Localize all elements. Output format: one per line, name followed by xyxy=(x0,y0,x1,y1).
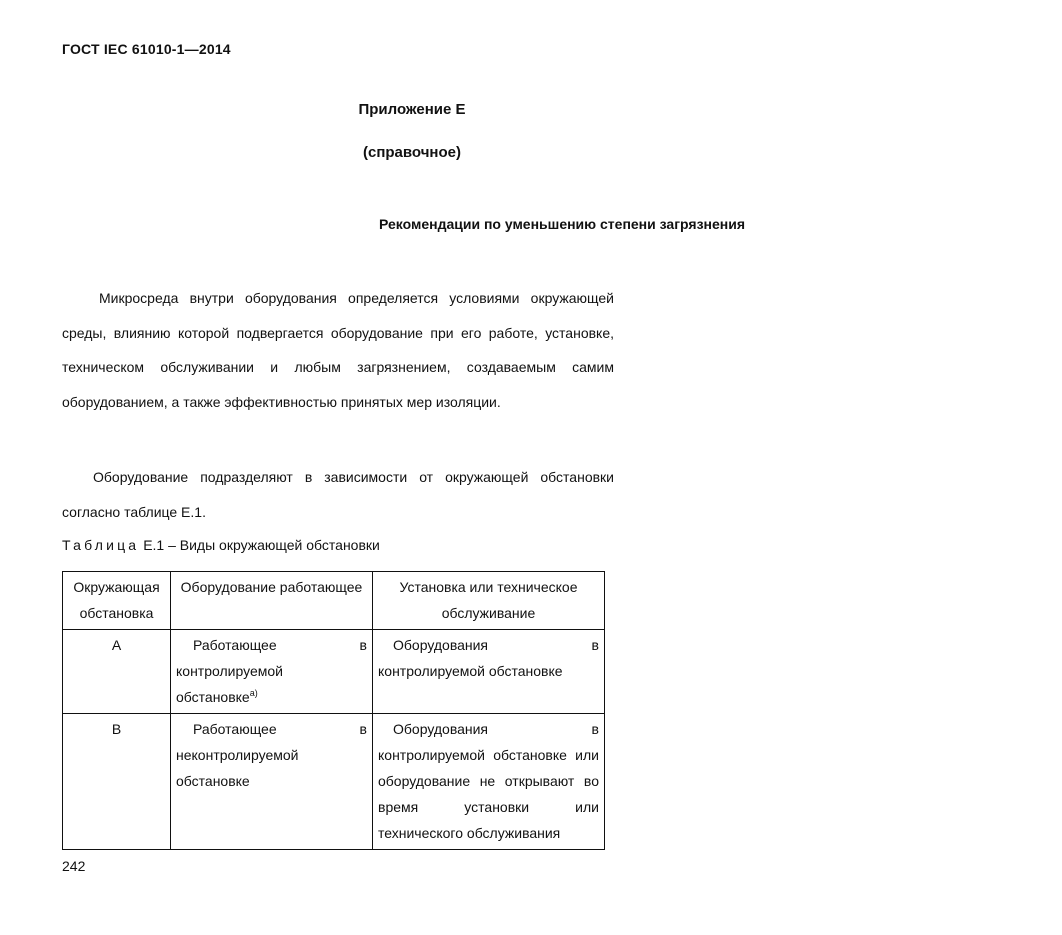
header-operating: Оборудование работающее xyxy=(171,572,373,630)
cell-installation: Оборудования в контролируемой обстановке или оборудование не открывают во время установки или технического обслуживания xyxy=(373,714,605,850)
table-row xyxy=(63,714,605,850)
cell-operating-text: Работающее в контролируемой обстановке xyxy=(176,637,367,705)
table-caption xyxy=(62,537,380,553)
table-header-row xyxy=(63,572,605,630)
table-caption-label: Таблица xyxy=(62,537,140,553)
footnote-marker: а) xyxy=(249,688,258,698)
header-environment: Окружающая обстановка xyxy=(63,572,171,630)
cell-installation: Оборудования в контролируемой обстановке xyxy=(373,630,605,714)
appendix-title: Приложение Е xyxy=(358,101,466,118)
cell-environment: В xyxy=(63,714,171,850)
page-number: 242 xyxy=(62,858,86,874)
header-installation: Установка или техническое обслуживание xyxy=(373,572,605,630)
table-row xyxy=(63,630,605,714)
appendix-subtitle: (справочное) xyxy=(363,144,461,161)
section-title: Рекомендации по уменьшению степени загрязнения xyxy=(379,216,745,232)
cell-operating: Работающее в неконтролируемой обстановке xyxy=(171,714,373,850)
cell-operating xyxy=(171,630,373,714)
cell-environment: А xyxy=(63,630,171,714)
document-code: ГОСТ IEC 61010-1—2014 xyxy=(62,41,231,57)
body-paragraph-1: Микросреда внутри оборудования определяется условиями окружающей среды, влиянию которой подвергается оборудование при его работе, установке, техническом обслуживании и любым загрязнением, создаваемым самим оборудованием, а также эффективностью принятых мер изоляции. xyxy=(62,290,614,410)
environment-table xyxy=(62,571,605,850)
table-caption-text: Е.1 – Виды окружающей обстановки xyxy=(143,537,380,553)
body-paragraph-2: Оборудование подразделяют в зависимости от окружающей обстановки согласно таблице Е.1. xyxy=(62,469,614,520)
